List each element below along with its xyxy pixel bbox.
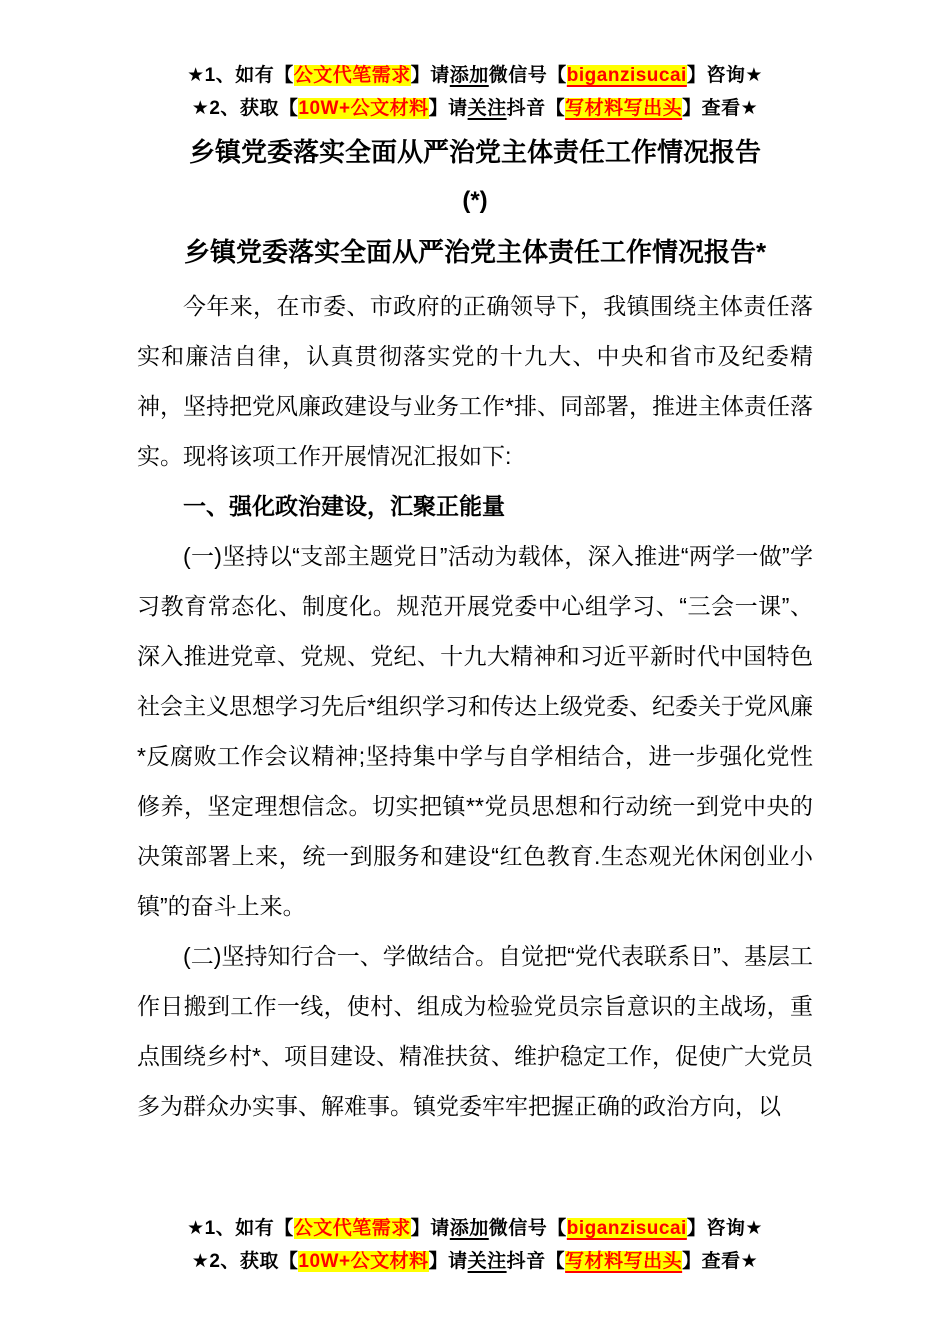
promo-segment: biganzisucai <box>566 65 687 86</box>
promo-segment: 写材料写出头 <box>565 1251 683 1272</box>
promo-segment: 】请 <box>428 1251 468 1272</box>
promo-header-line-2 <box>0 92 950 125</box>
promo-segment: 】咨询★ <box>686 65 763 86</box>
promo-segment: 公文代笔需求 <box>293 65 411 86</box>
document-title: 乡镇党委落实全面从严治党主体责任工作情况报告 <box>188 137 761 167</box>
promo-segment: 微信号【 <box>488 1218 567 1239</box>
promo-footer-line-1 <box>0 1212 950 1245</box>
document-body <box>137 281 813 1131</box>
promo-segment: 添加 <box>449 65 489 86</box>
promo-segment: 公文代笔需求 <box>293 1218 411 1239</box>
body-paragraph: 今年来，在市委、市政府的正确领导下，我镇围绕主体责任落实和廉洁自律，认真贯彻落实党的十九大、中央和省市及纪委精神，坚持把党风廉政建设与业务工作*排、同部署，推进主体责任落实。现将该项工作开展情况汇报如下: <box>137 293 813 469</box>
promo-header <box>0 0 950 125</box>
promo-footer <box>0 1212 950 1278</box>
promo-segment: 】请 <box>410 65 450 86</box>
promo-segment: 关注 <box>467 1251 507 1272</box>
promo-segment: biganzisucai <box>566 1218 687 1239</box>
promo-segment: 抖音【 <box>506 1251 566 1272</box>
body-paragraph: (二)坚持知行合一、学做结合。自觉把“党代表联系日”、基层工作日搬到工作一线，使村、组成为检验党员宗旨意识的主战场，重点围绕乡村*、项目建设、精准扶贫、维护稳定工作，促使广大党员多为群众办实事、解难事。镇党委牢牢把握正确的政治方向，以 <box>137 943 813 1119</box>
promo-footer-line-2 <box>0 1245 950 1278</box>
promo-segment: ★1、如有【 <box>187 65 294 86</box>
promo-segment: 微信号【 <box>488 65 567 86</box>
promo-segment: 10W+公文材料 <box>298 98 429 119</box>
promo-segment: 】查看★ <box>682 1251 759 1272</box>
promo-segment: 】请 <box>428 98 468 119</box>
promo-segment: 】查看★ <box>682 98 759 119</box>
promo-segment: ★1、如有【 <box>187 1218 294 1239</box>
promo-segment: ★2、获取【 <box>191 98 299 119</box>
section-heading: 一、强化政治建设，汇聚正能量 <box>183 493 505 519</box>
promo-segment: 】咨询★ <box>686 1218 763 1239</box>
promo-segment: 写材料写出头 <box>565 98 683 119</box>
promo-header-line-1 <box>0 59 950 92</box>
promo-segment: 】请 <box>410 1218 450 1239</box>
promo-segment: 关注 <box>467 98 507 119</box>
promo-segment: 添加 <box>449 1218 489 1239</box>
document-subtitle: 乡镇党委落实全面从严治党主体责任工作情况报告* <box>183 237 767 267</box>
title-note: (*) <box>462 187 488 214</box>
promo-segment: 10W+公文材料 <box>298 1251 429 1272</box>
body-paragraph: (一)坚持以“支部主题党日”活动为载体，深入推进“两学一做”学习教育常态化、制度化。规范开展党委中心组学习、“三会一课”、深入推进党章、党规、党纪、十九大精神和习近平新时代中国特色社会主义思想学习先后*组织学习和传达上级党委、纪委关于党风廉*反腐败工作会议精神;坚持集中学与自学相结合，进一步强化党性修养，坚定理想信念。切实把镇**党员思想和行动统一到党中央的决策部署上来，统一到服务和建设“红色教育.生态观光休闲创业小镇”的奋斗上来。 <box>137 543 813 919</box>
promo-segment: 抖音【 <box>506 98 566 119</box>
promo-segment: ★2、获取【 <box>191 1251 299 1272</box>
